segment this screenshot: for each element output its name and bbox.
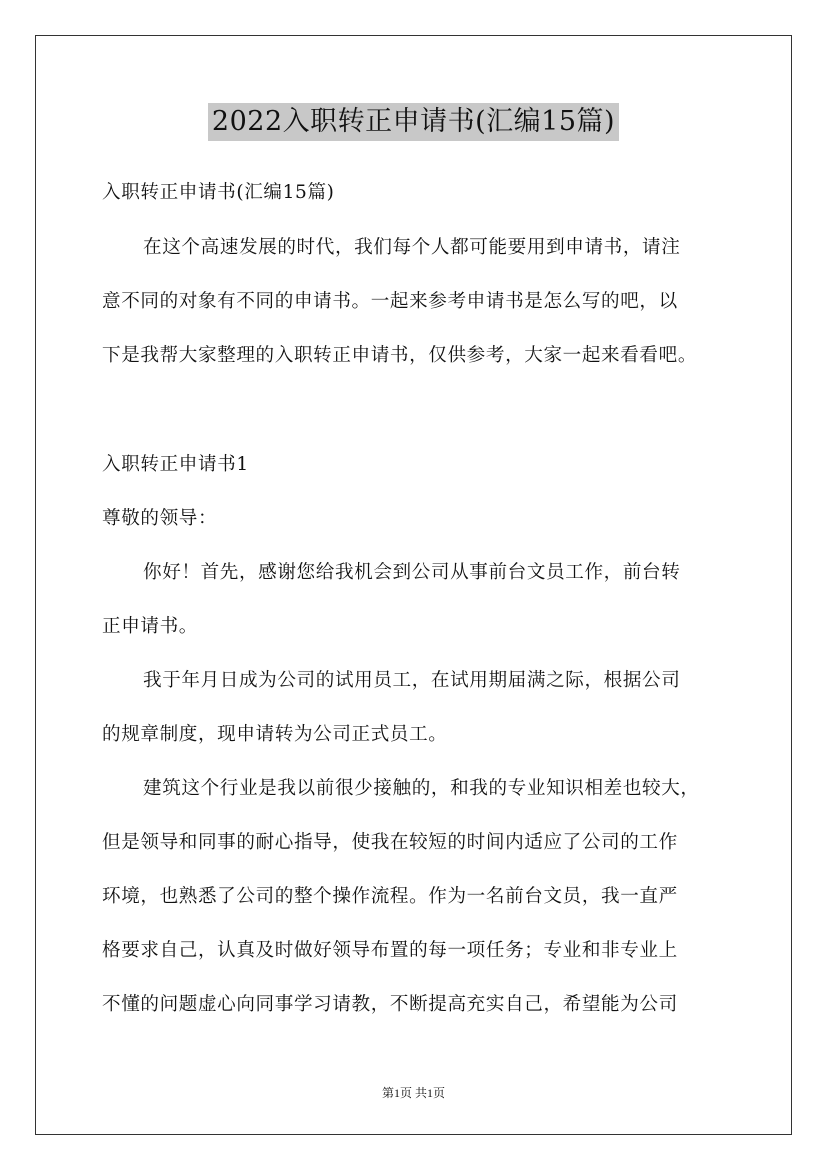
body-line: 环境，也熟悉了公司的整个操作流程。作为一名前台文员，我一直严 — [102, 886, 678, 907]
intro-line: 意不同的对象有不同的申请书。一起来参考申请书是怎么写的吧，以 — [102, 291, 678, 312]
body-line: 建筑这个行业是我以前很少接触的，和我的专业知识相差也较大， — [143, 778, 700, 799]
body-line: 的规章制度，现申请转为公司正式员工。 — [102, 724, 448, 745]
intro-line: 下是我帮大家整理的入职转正申请书，仅供参考，大家一起来看看吧。 — [102, 345, 698, 366]
document-subtitle: 入职转正申请书(汇编15篇) — [102, 182, 335, 203]
body-line: 我于年月日成为公司的试用员工，在试用期届满之际，根据公司 — [143, 670, 681, 691]
document-title: 2022入职转正申请书(汇编15篇) — [208, 103, 619, 141]
body-line: 不懂的问题虚心向同事学习请教，不断提高充实自己，希望能为公司 — [102, 994, 678, 1015]
body-line: 你好！首先，感谢您给我机会到公司从事前台文员工作，前台转 — [143, 562, 681, 583]
body-line: 格要求自己，认真及时做好领导布置的每一项任务；专业和非专业上 — [102, 940, 678, 961]
intro-line: 在这个高速发展的时代，我们每个人都可能要用到申请书，请注 — [143, 237, 681, 258]
section-heading: 入职转正申请书1 — [102, 454, 249, 475]
salutation: 尊敬的领导： — [102, 508, 218, 529]
page-footer: 第1页 共1页 — [381, 1086, 445, 1100]
body-line: 正申请书。 — [102, 616, 198, 637]
body-line: 但是领导和同事的耐心指导，使我在较短的时间内适应了公司的工作 — [102, 832, 678, 853]
document-title-wrap — [0, 103, 827, 141]
